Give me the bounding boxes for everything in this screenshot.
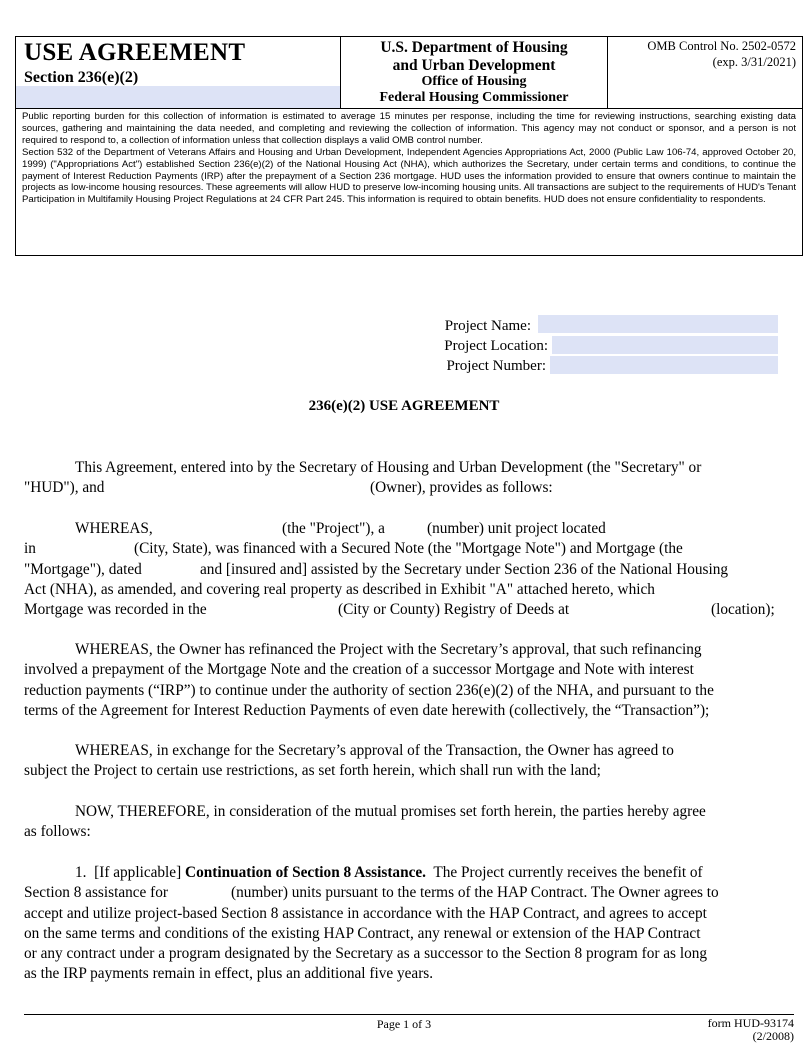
page-number: Page 1 of 3 bbox=[376, 1017, 432, 1031]
agency-cell bbox=[341, 37, 608, 108]
section-number: 1. bbox=[75, 864, 87, 881]
office-line-2: Federal Housing Commissioner bbox=[379, 90, 569, 105]
footer-divider bbox=[24, 1014, 794, 1015]
now-therefore-paragraph: NOW, THEREFORE, in consideration of the mutual promises set forth herein, the parties hereby agree as follows: bbox=[24, 803, 706, 841]
agency-line-2: and Urban Development bbox=[392, 57, 556, 74]
section-1-paragraph: 1. [If applicable] Continuation of Section 8 Assistance. The Project currently receives the benefit of Section 8 assistance for (number) units pursuant to the terms of the HAP Contract. The Owner agrees to accept and utilize project-based Section 8 assistance in accordance with the HAP Contract, and agrees to accept on the same terms and conditions of the existing HAP Contract, any renewal or extension of the HAP Contract or any contract under a program designated by the Secretary as a successor to the Section 8 program for as long as the IRP payments remain in effect, plus an additional five years. bbox=[24, 864, 719, 983]
project-location-field[interactable] bbox=[552, 336, 778, 354]
whereas-paragraph-2: WHEREAS, the Owner has refinanced the Project with the Secretary’s approval, that such refinancing involved a prepayment of the Mortgage Note and the creation of a successor Mortgage and Note with interest reduction payments (“IRP”) to continue under the authority of section 236(e)(2) of the NHA, and pursuant to the terms of the Agreement for Interest Reduction Payments of even date herewith (collectively, the “Transaction”); bbox=[24, 641, 714, 719]
form-title-cell bbox=[16, 37, 341, 108]
section-heading: Continuation of Section 8 Assistance. bbox=[185, 864, 426, 881]
office-line-1: Office of Housing bbox=[421, 74, 527, 89]
whereas-paragraph-3: WHEREAS, in exchange for the Secretary’s approval of the Transaction, the Owner has agreed to subject the Project to certain use restrictions, as set forth herein, which shall run with the land; bbox=[24, 742, 674, 780]
form-header bbox=[15, 36, 803, 109]
document-title: 236(e)(2) USE AGREEMENT bbox=[308, 398, 500, 414]
section-condition: [If applicable] bbox=[94, 864, 182, 881]
project-name-field[interactable] bbox=[538, 315, 778, 333]
burden-paragraph: Public reporting burden for this collection of information is estimated to average 15 minutes per response, including the time for reviewing instructions, searching existing data sources, gathering and maintaining the data needed, and completing and reviewing the collection of information. This agency may not conduct or sponsor, and a person is not required to respond to, a collection of information unless that collection displays a valid OMB control number. bbox=[22, 111, 796, 146]
project-number-field[interactable] bbox=[550, 356, 778, 374]
omb-control-number: OMB Control No. 2502-0572 bbox=[647, 39, 796, 53]
form-section: Section 236(e)(2) bbox=[24, 69, 139, 86]
whereas-paragraph-1: WHEREAS, (the "Project"), a (number) unit project located in (City, State), was financed with a Secured Note (the "Mortgage Note") and Mortgage (the "Mortgage"), dated and [insured and] assisted by the Secretary under Section 236 of the National Housing Act (NHA), as amended, and covering real property as described in Exhibit "A" attached hereto, which Mortgage was recorded in the (City or County) Registry of Deeds at (location); bbox=[24, 520, 775, 619]
authority-paragraph: Section 532 of the Department of Veterans Affairs and Housing and Urban Development, Independent Agencies Appropriations Act, 2000 (Public Law 106-74, approved October 20, 1999) ("Appropriations Act") established Section 236(e)(2) of the National Housing Act (NHA), which authorizes the Secretary, under certain terms and conditions, to continue the payment of Interest Reduction Payments (IRP) after the prepayment of a Section 236 mortgage. HUD uses the information provided to ensure that owners continue to maintain the projects as low-income housing resources. These agreements will allow HUD to preserve low-incoming housing units. All transactions are subject to the requirements of HUD's Tenant Participation in Multifamily Housing Project Regulations at 24 CFR Part 245. This information is required to obtain benefits. HUD does not ensure confidentiality to respondents. bbox=[22, 146, 796, 206]
project-fields bbox=[0, 318, 808, 378]
form-number: form HUD-93174 (2/2008) bbox=[707, 1016, 794, 1043]
burden-notice bbox=[15, 108, 803, 256]
project-location-label: Project Location: bbox=[444, 338, 548, 354]
omb-expiration: (exp. 3/31/2021) bbox=[712, 55, 796, 69]
omb-cell bbox=[608, 37, 802, 108]
form-title: USE AGREEMENT bbox=[24, 39, 246, 66]
agency-line-1: U.S. Department of Housing bbox=[380, 39, 568, 56]
project-number-label: Project Number: bbox=[446, 358, 546, 374]
header-fill-field[interactable] bbox=[16, 86, 340, 108]
project-name-label: Project Name: bbox=[444, 318, 531, 334]
intro-paragraph: This Agreement, entered into by the Secretary of Housing and Urban Development (the "Secretary" or "HUD"), and (Owner), provides as follows: bbox=[24, 459, 702, 497]
